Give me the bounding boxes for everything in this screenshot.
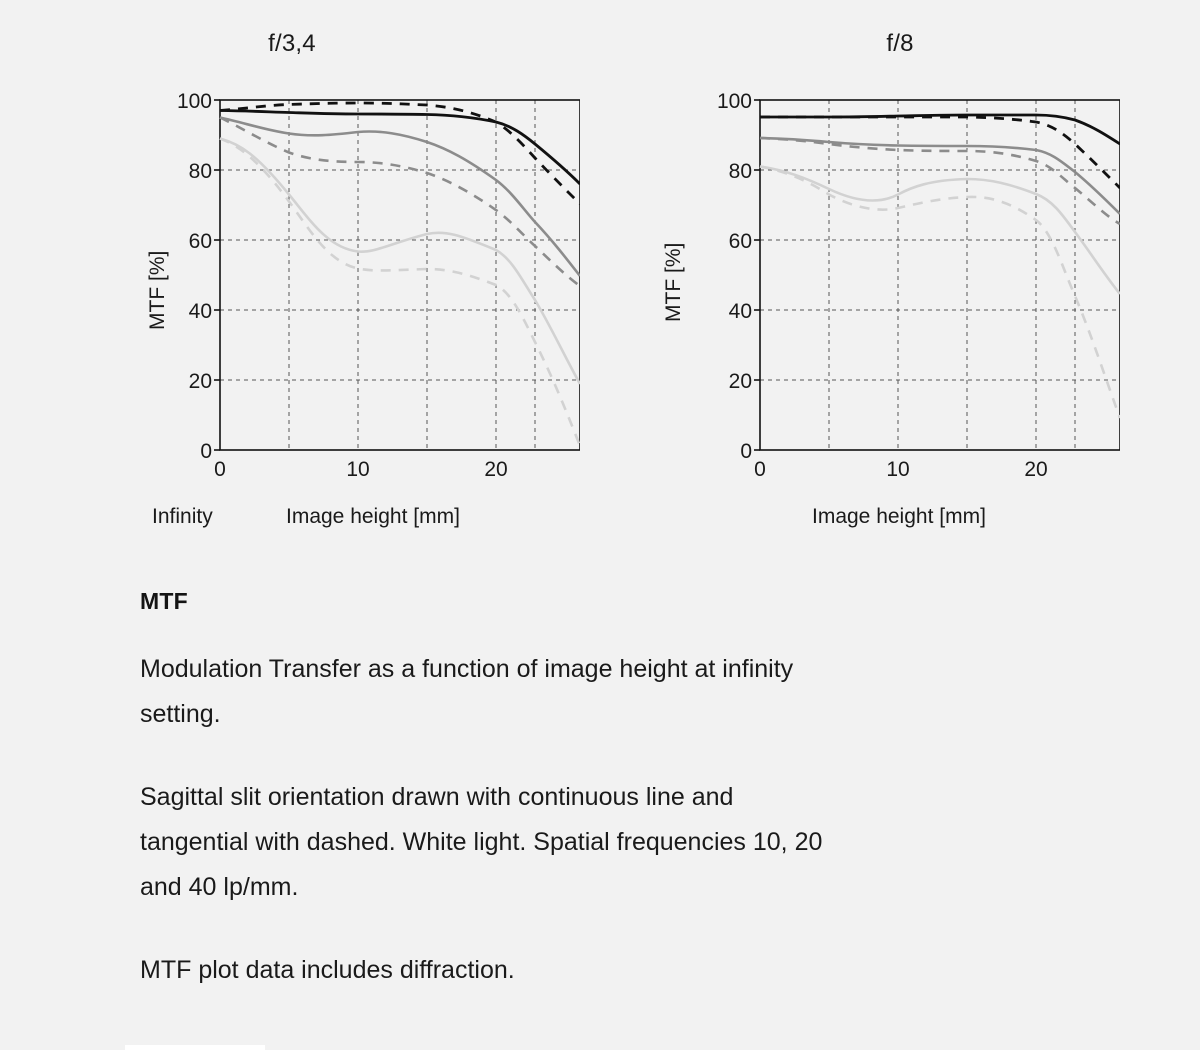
series-40lpmm-sagittal-f34 [220,139,580,385]
svg-text:0: 0 [754,458,766,480]
svg-text:60: 60 [188,230,212,253]
svg-text:0: 0 [214,458,226,480]
plot-area-f8 [680,80,1120,485]
y-tick-labels-f8 [717,90,752,463]
svg-text:10: 10 [346,458,370,480]
svg-text:20: 20 [1024,458,1048,480]
infinity-label: Infinity [152,505,213,528]
mtf-paragraph-2: Sagittal slit orientation drawn with continuous line and tangential with dashed. White light. Spatial frequencies 10, 20 and 40 lp/mm. [140,783,823,901]
mtf-heading: MTF [140,588,188,614]
svg-text:100: 100 [176,90,212,113]
mtf-description [140,588,1080,993]
plot-frame-f8 [760,100,1120,450]
svg-text:0: 0 [740,440,752,463]
plot-area-f34 [160,80,580,485]
plot-svg-f8 [680,80,1120,480]
series-10lpmm-sagittal-f34 [220,111,580,185]
svg-text:40: 40 [188,300,212,323]
plot-frame-f34 [220,100,580,450]
svg-text:100: 100 [716,90,752,113]
y-ticks-f34 [214,100,220,450]
chart-xlabel-f8: Image height [mm] [812,505,986,528]
grid-horizontal-f8 [760,170,1120,380]
chart-block-f34 [0,0,600,560]
series-20lpmm-sagittal-f8 [760,138,1120,214]
series-20lpmm-tangential-f34 [220,118,580,287]
svg-text:60: 60 [728,230,752,253]
grid-vertical-f34 [289,100,535,450]
y-tick-labels-f34 [177,90,212,463]
chart-ylabel-f8: MTF [%] [662,242,685,322]
chart-block-f8 [600,0,1200,560]
grid-horizontal-f34 [220,170,580,380]
bottom-divider [125,1045,265,1050]
svg-text:80: 80 [188,160,212,183]
series-20lpmm-sagittal-f34 [220,118,580,277]
svg-text:20: 20 [188,370,212,393]
svg-text:40: 40 [728,300,752,323]
x-tick-labels-f8 [754,458,1048,480]
svg-text:10: 10 [886,458,910,480]
y-ticks-f8 [754,100,760,450]
series-10lpmm-tangential-f8 [760,117,1120,188]
svg-text:20: 20 [484,458,508,480]
svg-text:0: 0 [200,440,212,463]
series-10lpmm-tangential-f34 [220,103,580,204]
svg-text:80: 80 [728,160,752,183]
grid-vertical-f8 [829,100,1075,450]
svg-text:20: 20 [728,370,752,393]
chart-title-f34: f/3,4 [268,30,316,57]
chart-xlabel-f34: Image height [mm] [286,505,460,528]
plot-svg-f34 [160,80,580,480]
mtf-paragraph-1: Modulation Transfer as a function of image height at infinity setting. [140,655,794,728]
series-40lpmm-tangential-f34 [220,139,580,447]
x-tick-labels-f34 [214,458,508,480]
mtf-paragraph-3: MTF plot data includes diffraction. [140,956,515,984]
chart-title-f8: f/8 [886,30,914,57]
chart-ylabel-f34: MTF [%] [146,250,169,330]
